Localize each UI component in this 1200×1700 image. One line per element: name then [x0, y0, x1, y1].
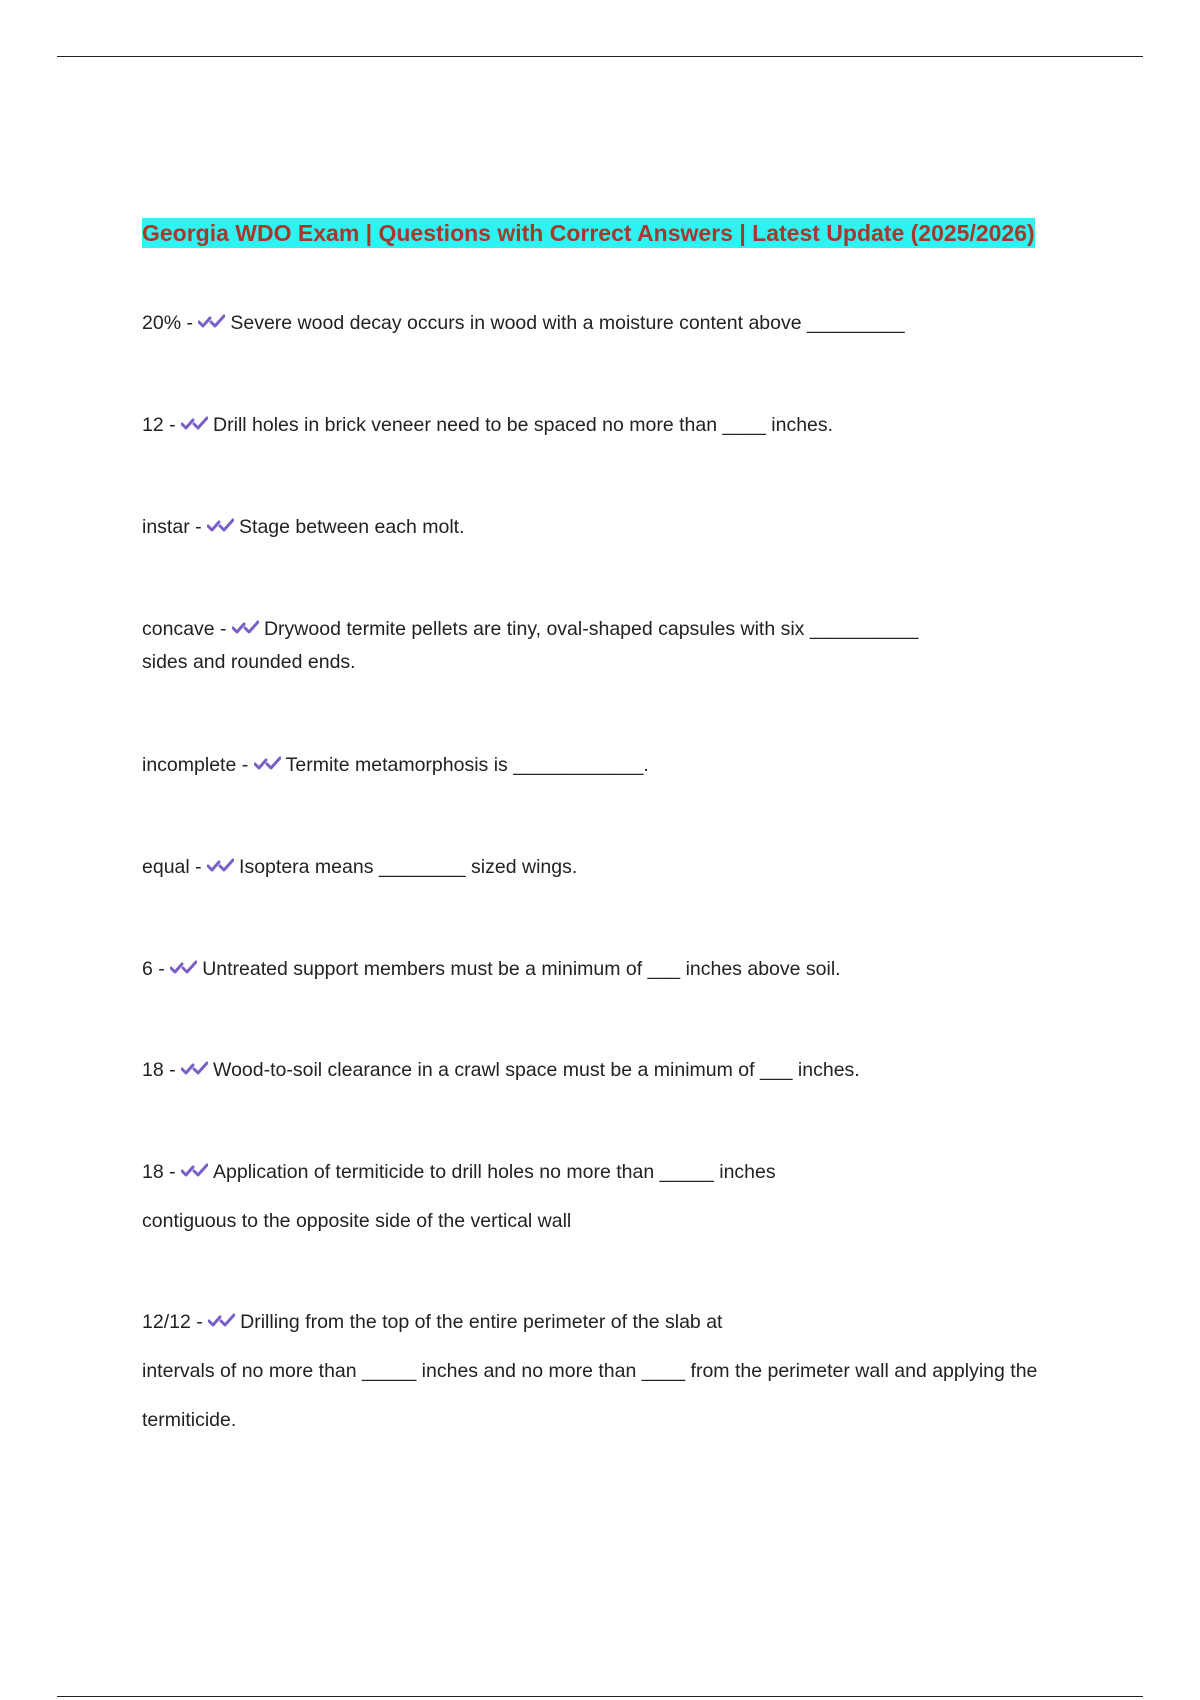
question-text-continued: contiguous to the opposite side of the vertical wall — [142, 1210, 572, 1232]
qa-item — [142, 511, 1042, 544]
question-text: Stage between each molt. — [239, 516, 465, 538]
double-check-icon — [207, 516, 234, 536]
qa-item — [142, 953, 1042, 986]
question-text: Severe wood decay occurs in wood with a moisture content above _________ — [230, 312, 905, 334]
answer-text: 18 - — [142, 1161, 182, 1183]
double-check-icon — [181, 414, 208, 434]
double-check-icon — [207, 856, 234, 876]
double-check-icon — [198, 312, 225, 332]
qa-item — [142, 307, 1042, 340]
answer-text: 18 - — [142, 1059, 182, 1081]
answer-text: equal - — [142, 856, 208, 878]
top-rule — [57, 56, 1143, 57]
question-text-continued: intervals of no more than _____ inches and no more than ____ from the perimeter wall and applying the — [142, 1360, 1038, 1382]
qa-item — [142, 409, 1042, 442]
question-text: Isoptera means ________ sized wings. — [239, 856, 578, 878]
qa-item — [142, 1054, 1042, 1087]
document-header — [142, 214, 1042, 252]
qa-item — [142, 613, 1042, 679]
double-check-icon — [181, 1161, 208, 1181]
double-check-icon — [208, 1311, 235, 1331]
question-text: Wood-to-soil clearance in a crawl space must be a minimum of ___ inches. — [213, 1059, 860, 1081]
double-check-icon — [254, 754, 281, 774]
answer-text: 20% - — [142, 312, 199, 334]
question-text: Untreated support members must be a minimum of ___ inches above soil. — [202, 958, 841, 980]
answer-text: instar - — [142, 516, 208, 538]
question-text: Drilling from the top of the entire perimeter of the slab at — [240, 1311, 723, 1333]
qa-item — [142, 1156, 1042, 1238]
question-text-continued: sides and rounded ends. — [142, 651, 356, 673]
document-title: Georgia WDO Exam | Questions with Correct Answers | Latest Update (2025/2026) — [142, 220, 1035, 246]
qa-item — [142, 1306, 1042, 1437]
answer-text: 12 - — [142, 414, 182, 436]
qa-item — [142, 749, 1042, 782]
question-text-continued: termiticide. — [142, 1409, 237, 1431]
double-check-icon — [232, 618, 259, 638]
answer-text: incomplete - — [142, 754, 254, 776]
bottom-rule — [57, 1696, 1143, 1697]
double-check-icon — [181, 1059, 208, 1079]
question-text: Application of termiticide to drill holes no more than _____ inches — [213, 1161, 776, 1183]
answer-text: 6 - — [142, 958, 171, 980]
answer-text: 12/12 - — [142, 1311, 209, 1333]
question-text: Termite metamorphosis is ____________. — [285, 754, 649, 776]
question-text: Drill holes in brick veneer need to be spaced no more than ____ inches. — [213, 414, 834, 436]
qa-item — [142, 851, 1042, 884]
answer-text: concave - — [142, 618, 232, 640]
double-check-icon — [170, 958, 197, 978]
question-text: Drywood termite pellets are tiny, oval-shaped capsules with six __________ — [263, 618, 919, 640]
